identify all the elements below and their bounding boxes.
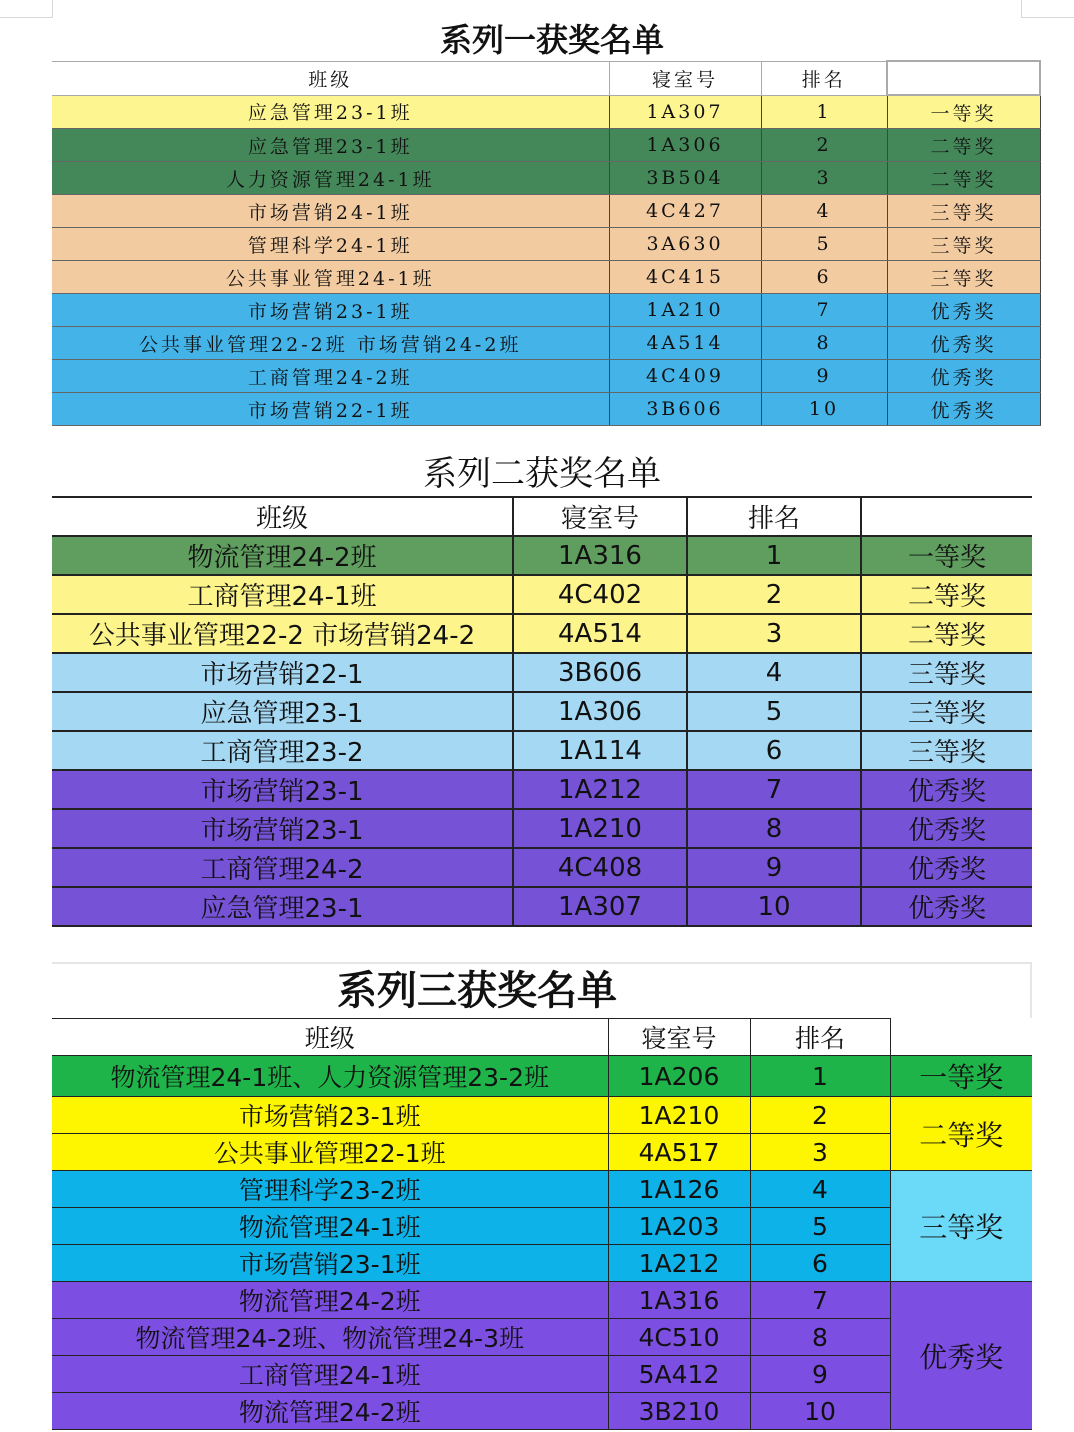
room-cell[interactable]: 1A210 (609, 294, 761, 327)
table-row (52, 294, 1040, 327)
award-cell[interactable]: 二等奖 (887, 162, 1040, 195)
header-class[interactable]: 班级 (52, 1019, 608, 1056)
award-cell[interactable]: 优秀奖 (887, 327, 1040, 360)
room-cell[interactable]: 1A210 (513, 809, 687, 848)
table-row (52, 129, 1040, 162)
table-row (52, 228, 1040, 261)
rank-cell[interactable]: 3 (750, 1134, 890, 1171)
award-cell[interactable]: 三等奖 (890, 1171, 1032, 1282)
header-room[interactable]: 寝室号 (609, 61, 761, 95)
rank-cell[interactable]: 2 (687, 575, 861, 614)
table-row (52, 95, 1040, 129)
rank-cell[interactable]: 7 (750, 1282, 890, 1319)
award-cell[interactable]: 三等奖 (887, 195, 1040, 228)
class-cell[interactable]: 应急管理23-1 (52, 887, 513, 926)
rank-cell[interactable]: 9 (750, 1356, 890, 1393)
room-cell[interactable]: 1A212 (608, 1245, 750, 1282)
rank-cell[interactable]: 8 (687, 809, 861, 848)
award-cell[interactable]: 三等奖 (861, 731, 1032, 770)
header-award[interactable] (887, 61, 1040, 95)
header-row (52, 61, 1040, 95)
rank-cell[interactable]: 7 (687, 770, 861, 809)
header-rank[interactable]: 排名 (687, 497, 861, 536)
award-cell[interactable]: 二等奖 (861, 575, 1032, 614)
table-row (52, 887, 1032, 926)
class-cell[interactable]: 工商管理24-1班 (52, 575, 513, 614)
rank-cell[interactable]: 6 (750, 1245, 890, 1282)
class-cell[interactable]: 应急管理23-1 (52, 692, 513, 731)
table1-award-list (52, 60, 1041, 426)
class-cell[interactable]: 人力资源管理24-1班 (52, 162, 609, 195)
award-cell[interactable]: 优秀奖 (890, 1282, 1032, 1430)
room-cell[interactable]: 1A306 (513, 692, 687, 731)
award-cell[interactable]: 优秀奖 (861, 887, 1032, 926)
room-cell[interactable]: 4C409 (609, 360, 761, 393)
rank-cell[interactable]: 8 (761, 327, 887, 360)
room-cell[interactable]: 1A210 (608, 1097, 750, 1134)
room-cell[interactable]: 3A630 (609, 228, 761, 261)
rank-cell[interactable]: 4 (761, 195, 887, 228)
rank-cell[interactable]: 10 (750, 1393, 890, 1430)
class-cell[interactable]: 工商管理23-2 (52, 731, 513, 770)
class-cell[interactable]: 工商管理24-2 (52, 848, 513, 887)
room-cell[interactable]: 1A316 (608, 1282, 750, 1319)
rank-cell[interactable]: 4 (687, 653, 861, 692)
class-cell[interactable]: 物流管理24-1班、人力资源管理23-2班 (52, 1056, 608, 1097)
room-cell[interactable]: 4C427 (609, 195, 761, 228)
class-cell[interactable]: 物流管理24-2班 (52, 536, 513, 575)
class-cell[interactable]: 市场营销22-1 (52, 653, 513, 692)
rank-cell[interactable]: 5 (687, 692, 861, 731)
room-cell[interactable]: 1A307 (609, 95, 761, 129)
room-cell[interactable]: 3B210 (608, 1393, 750, 1430)
rank-cell[interactable]: 9 (761, 360, 887, 393)
class-cell[interactable]: 物流管理24-2班 (52, 1393, 608, 1430)
table-row (52, 1171, 1032, 1208)
table3-right-border (1030, 962, 1032, 1018)
room-cell[interactable]: 1A316 (513, 536, 687, 575)
rank-cell[interactable]: 1 (750, 1056, 890, 1097)
room-cell[interactable]: 1A114 (513, 731, 687, 770)
class-cell[interactable]: 应急管理23-1班 (52, 129, 609, 162)
award-cell[interactable]: 一等奖 (861, 536, 1032, 575)
table-row (52, 1056, 1032, 1097)
table2-title: 系列二获奖名单 (423, 454, 661, 494)
table-row (52, 1208, 1032, 1245)
table3-title: 系列三获奖名单 (337, 968, 617, 1014)
header-row (52, 1019, 1032, 1056)
rank-cell[interactable]: 5 (761, 228, 887, 261)
header-room[interactable]: 寝室号 (608, 1019, 750, 1056)
rank-cell[interactable]: 6 (687, 731, 861, 770)
class-cell[interactable]: 市场营销23-1班 (52, 1245, 608, 1282)
table-row (52, 327, 1040, 360)
room-cell[interactable]: 4C510 (608, 1319, 750, 1356)
table-row (52, 1245, 1032, 1282)
sheet-corner-right (1021, 0, 1074, 18)
rank-cell[interactable]: 8 (750, 1319, 890, 1356)
table-row (52, 195, 1040, 228)
class-cell[interactable]: 市场营销23-1 (52, 770, 513, 809)
room-cell[interactable]: 3B606 (609, 393, 761, 426)
award-cell[interactable]: 一等奖 (887, 95, 1040, 129)
class-cell[interactable]: 公共事业管理22-1班 (52, 1134, 608, 1171)
class-cell[interactable]: 物流管理24-1班 (52, 1208, 608, 1245)
table-row (52, 261, 1040, 294)
table1-title: 系列一获奖名单 (439, 21, 664, 59)
room-cell[interactable]: 4A514 (609, 327, 761, 360)
table-row (52, 1356, 1032, 1393)
award-cell[interactable]: 优秀奖 (887, 294, 1040, 327)
room-cell[interactable]: 5A412 (608, 1356, 750, 1393)
table3-award-list (52, 1018, 1032, 1430)
rank-cell[interactable]: 1 (761, 95, 887, 129)
table-row (52, 848, 1032, 887)
award-cell[interactable]: 优秀奖 (861, 809, 1032, 848)
room-cell[interactable]: 1A206 (608, 1056, 750, 1097)
room-cell[interactable]: 4A517 (608, 1134, 750, 1171)
class-cell[interactable]: 管理科学23-2班 (52, 1171, 608, 1208)
rank-cell[interactable]: 7 (761, 294, 887, 327)
class-cell[interactable]: 市场营销22-1班 (52, 393, 609, 426)
table-row (52, 809, 1032, 848)
rank-cell[interactable]: 2 (750, 1097, 890, 1134)
table-row (52, 653, 1032, 692)
table2-award-list (52, 496, 1032, 927)
class-cell[interactable]: 公共事业管理24-1班 (52, 261, 609, 294)
table-row (52, 731, 1032, 770)
award-cell[interactable]: 二等奖 (861, 614, 1032, 653)
room-cell[interactable]: 1A306 (609, 129, 761, 162)
room-cell[interactable]: 3B504 (609, 162, 761, 195)
room-cell[interactable]: 1A307 (513, 887, 687, 926)
rank-cell[interactable]: 10 (687, 887, 861, 926)
header-rank[interactable]: 排名 (750, 1019, 890, 1056)
table-row (52, 692, 1032, 731)
rank-cell[interactable]: 6 (761, 261, 887, 294)
room-cell[interactable]: 4A514 (513, 614, 687, 653)
rank-cell[interactable]: 1 (687, 536, 861, 575)
room-cell[interactable]: 1A203 (608, 1208, 750, 1245)
award-cell[interactable]: 三等奖 (887, 261, 1040, 294)
class-cell[interactable]: 物流管理24-2班 (52, 1282, 608, 1319)
rank-cell[interactable]: 2 (761, 129, 887, 162)
table-row (52, 770, 1032, 809)
award-cell[interactable]: 优秀奖 (861, 848, 1032, 887)
award-cell[interactable]: 一等奖 (890, 1056, 1032, 1097)
room-cell[interactable]: 1A212 (513, 770, 687, 809)
table3-top-border (52, 962, 1032, 964)
class-cell[interactable]: 公共事业管理22-2班 市场营销24-2班 (52, 327, 609, 360)
rank-cell[interactable]: 3 (687, 614, 861, 653)
table-row (52, 1097, 1032, 1134)
table-row (52, 1393, 1032, 1430)
room-cell[interactable]: 1A126 (608, 1171, 750, 1208)
table-row (52, 1134, 1032, 1171)
table-row (52, 162, 1040, 195)
table-row (52, 393, 1040, 426)
table-row (52, 1319, 1032, 1356)
class-cell[interactable]: 管理科学24-1班 (52, 228, 609, 261)
room-cell[interactable]: 4C408 (513, 848, 687, 887)
header-award[interactable] (890, 1019, 1032, 1056)
rank-cell[interactable]: 10 (761, 393, 887, 426)
class-cell[interactable]: 工商管理24-2班 (52, 360, 609, 393)
award-cell[interactable]: 三等奖 (861, 692, 1032, 731)
award-cell[interactable]: 优秀奖 (887, 393, 1040, 426)
table-row (52, 536, 1032, 575)
table-row (52, 360, 1040, 393)
header-class[interactable]: 班级 (52, 497, 513, 536)
header-row (52, 497, 1032, 536)
award-cell[interactable]: 三等奖 (887, 228, 1040, 261)
class-cell[interactable]: 市场营销23-1 (52, 809, 513, 848)
class-cell[interactable]: 物流管理24-2班、物流管理24-3班 (52, 1319, 608, 1356)
header-award[interactable] (861, 497, 1032, 536)
sheet-corner-left (0, 0, 53, 18)
class-cell[interactable]: 应急管理23-1班 (52, 95, 609, 129)
table-row (52, 1282, 1032, 1319)
rank-cell[interactable]: 3 (761, 162, 887, 195)
room-cell[interactable]: 4C415 (609, 261, 761, 294)
room-cell[interactable]: 3B606 (513, 653, 687, 692)
class-cell[interactable]: 市场营销23-1班 (52, 294, 609, 327)
class-cell[interactable]: 市场营销24-1班 (52, 195, 609, 228)
header-rank[interactable]: 排名 (761, 61, 887, 95)
award-cell[interactable]: 优秀奖 (861, 770, 1032, 809)
header-class[interactable]: 班级 (52, 61, 609, 95)
header-room[interactable]: 寝室号 (513, 497, 687, 536)
table-row (52, 614, 1032, 653)
rank-cell[interactable]: 9 (687, 848, 861, 887)
award-cell[interactable]: 二等奖 (890, 1097, 1032, 1171)
class-cell[interactable]: 市场营销23-1班 (52, 1097, 608, 1134)
class-cell[interactable]: 公共事业管理22-2 市场营销24-2 (52, 614, 513, 653)
award-cell[interactable]: 二等奖 (887, 129, 1040, 162)
rank-cell[interactable]: 5 (750, 1208, 890, 1245)
table-row (52, 575, 1032, 614)
award-cell[interactable]: 三等奖 (861, 653, 1032, 692)
rank-cell[interactable]: 4 (750, 1171, 890, 1208)
award-cell[interactable]: 优秀奖 (887, 360, 1040, 393)
class-cell[interactable]: 工商管理24-1班 (52, 1356, 608, 1393)
room-cell[interactable]: 4C402 (513, 575, 687, 614)
